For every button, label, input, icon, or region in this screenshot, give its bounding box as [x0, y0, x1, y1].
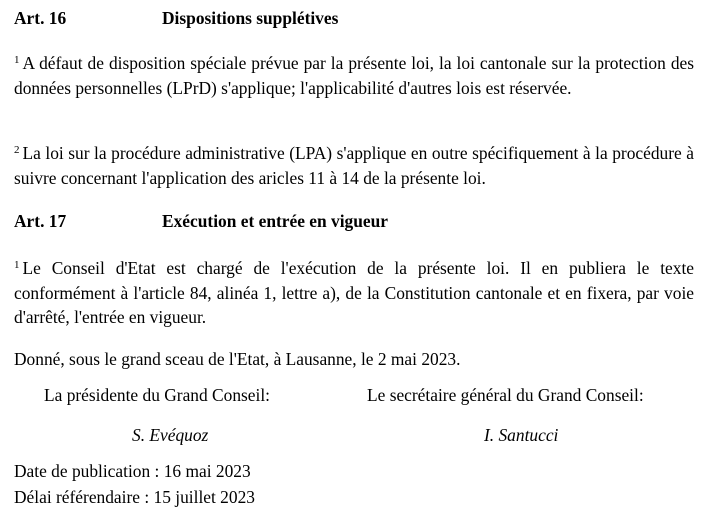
paragraph-text: La loi sur la procédure administrative (LPA) s'applique en outre spécifiquement à la procédure à suivre concernant l'application des aricles 11 à 14 de la présente loi.	[14, 143, 694, 188]
left-signatory-role: La présidente du Grand Conseil:	[44, 385, 271, 405]
given-statement: Donné, sous le grand sceau de l'Etat, à Lausanne, le 2 mai 2023.	[14, 349, 461, 369]
publication-date: Date de publication : 16 mai 2023	[14, 461, 251, 481]
paragraph-number: 1	[14, 259, 20, 271]
right-signatory-name: I. Santucci	[484, 425, 559, 445]
article-17-number: Art. 17	[14, 211, 67, 231]
article-17-paragraph-1	[14, 256, 694, 330]
paragraph-number: 1	[14, 54, 20, 66]
referendum-deadline: Délai référendaire : 15 juillet 2023	[14, 487, 255, 507]
paragraph-text: A défaut de disposition spéciale prévue par la présente loi, la loi cantonale sur la protection des données personnelles (LPrD) s'applique; l'applicabilité d'autres lois est réservée.	[14, 53, 694, 98]
article-16-paragraph-1	[14, 51, 694, 100]
article-16-number: Art. 16	[14, 8, 67, 28]
right-signatory-role: Le secrétaire général du Grand Conseil:	[367, 385, 644, 405]
article-17-title: Exécution et entrée en vigueur	[162, 211, 389, 231]
paragraph-number: 2	[14, 144, 20, 156]
article-16-paragraph-2	[14, 141, 694, 190]
paragraph-text: Le Conseil d'Etat est chargé de l'exécution de la présente loi. Il en publiera le texte conformément à l'article 84, alinéa 1, lettre a), de la Constitution cantonale et en fixera, par voie d'arrêté, l'entrée en vigueur.	[14, 258, 694, 327]
left-signatory-name: S. Evéquoz	[132, 425, 209, 445]
article-16-title: Dispositions supplétives	[162, 8, 339, 28]
